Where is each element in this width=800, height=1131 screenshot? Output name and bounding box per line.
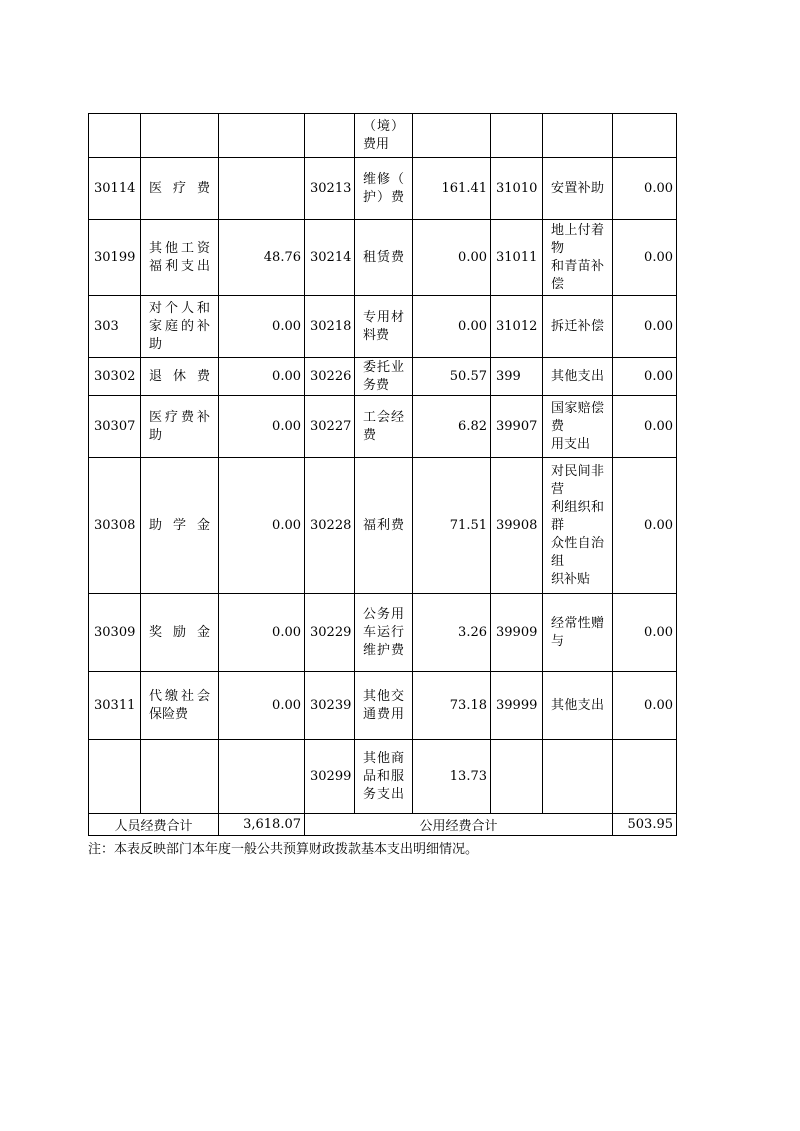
item-code-cell: 30218 [305, 296, 355, 358]
item-name-line: 地上付着物 [551, 222, 604, 256]
item-name-line: 福利支出 [149, 258, 210, 274]
table-row [89, 220, 677, 296]
item-name-cell [543, 220, 613, 296]
item-name-line: 其他交 [363, 688, 404, 704]
item-name-line: 费用 [363, 136, 390, 152]
item-code-cell: 30311 [89, 672, 141, 740]
item-name-line: 安置补助 [551, 180, 604, 196]
item-name-line: 助学金 [149, 517, 210, 533]
item-name-cell [141, 114, 219, 158]
amount-cell: 73.18 [413, 672, 491, 740]
amount-cell: 0.00 [219, 672, 305, 740]
item-name-line: 料费 [363, 327, 390, 343]
item-code-cell [89, 114, 141, 158]
item-code-cell: 30213 [305, 158, 355, 220]
amount-cell: 6.82 [413, 396, 491, 458]
item-name-line: 务费 [363, 377, 390, 393]
item-name-line: 租赁费 [363, 249, 404, 265]
item-name-line: 费 [363, 427, 377, 443]
item-name-cell [355, 358, 413, 396]
personnel-total-value: 3,618.07 [219, 814, 305, 836]
item-code-cell: 31011 [491, 220, 543, 296]
item-name-line: 其他商 [363, 750, 404, 766]
item-code-cell [491, 114, 543, 158]
amount-cell: 0.00 [413, 220, 491, 296]
item-name-line: 其他工资 [149, 240, 210, 256]
item-name-line: 维修（ [363, 171, 404, 187]
item-code-cell: 30227 [305, 396, 355, 458]
item-name-line: 助 [149, 427, 163, 443]
item-name-cell [355, 114, 413, 158]
item-code-cell: 39909 [491, 594, 543, 672]
item-name-line: 医疗费 [149, 180, 210, 196]
item-name-cell [543, 740, 613, 814]
item-code-cell: 30307 [89, 396, 141, 458]
amount-cell: 48.76 [219, 220, 305, 296]
table-row [89, 740, 677, 814]
item-name-line: 务支出 [363, 786, 404, 802]
item-name-line: 拆迁补偿 [551, 318, 604, 334]
item-name-line: 经常性赠与 [551, 615, 604, 649]
amount-cell: 0.00 [613, 220, 677, 296]
item-name-cell [141, 158, 219, 220]
item-code-cell: 30199 [89, 220, 141, 296]
item-name-cell [543, 594, 613, 672]
amount-cell: 0.00 [613, 672, 677, 740]
item-code-cell: 30228 [305, 458, 355, 594]
table-row [89, 672, 677, 740]
amount-cell [613, 114, 677, 158]
item-code-cell: 31012 [491, 296, 543, 358]
item-name-cell [141, 740, 219, 814]
amount-cell: 0.00 [613, 396, 677, 458]
item-name-line: 其他支出 [551, 697, 604, 713]
item-name-cell [355, 396, 413, 458]
item-name-cell [543, 158, 613, 220]
amount-cell [219, 158, 305, 220]
amount-cell: 0.00 [219, 594, 305, 672]
amount-cell: 50.57 [413, 358, 491, 396]
item-name-line: 退休费 [149, 368, 210, 384]
amount-cell [219, 740, 305, 814]
item-name-line: 品和服 [363, 768, 404, 784]
amount-cell: 0.00 [613, 458, 677, 594]
item-name-cell [141, 296, 219, 358]
table-row [89, 594, 677, 672]
table-row [89, 296, 677, 358]
totals-row [89, 814, 677, 836]
item-name-line: 织补贴 [551, 571, 591, 587]
amount-cell: 3.26 [413, 594, 491, 672]
item-code-cell: 30239 [305, 672, 355, 740]
item-name-line: 和青苗补偿 [551, 258, 604, 292]
amount-cell: 71.51 [413, 458, 491, 594]
amount-cell: 0.00 [613, 358, 677, 396]
item-name-line: 医疗费补 [149, 409, 210, 425]
table-body [89, 114, 677, 814]
item-name-line: 护）费 [363, 189, 404, 205]
item-name-cell [355, 594, 413, 672]
item-name-line: 专用材 [363, 309, 404, 325]
amount-cell: 0.00 [613, 158, 677, 220]
amount-cell: 0.00 [219, 296, 305, 358]
item-name-line: （境） [363, 118, 404, 134]
item-name-cell [141, 672, 219, 740]
expenditure-detail-table [88, 113, 677, 836]
table-row [89, 358, 677, 396]
item-name-cell [355, 220, 413, 296]
item-name-line: 其他支出 [551, 368, 604, 384]
item-code-cell: 30309 [89, 594, 141, 672]
item-code-cell: 39999 [491, 672, 543, 740]
table-row [89, 396, 677, 458]
item-name-cell [543, 396, 613, 458]
amount-cell: 13.73 [413, 740, 491, 814]
item-code-cell: 30114 [89, 158, 141, 220]
amount-cell: 0.00 [219, 358, 305, 396]
item-name-cell [355, 672, 413, 740]
item-name-cell [355, 296, 413, 358]
item-code-cell: 303 [89, 296, 141, 358]
item-name-cell [141, 396, 219, 458]
table-row [89, 158, 677, 220]
amount-cell [219, 114, 305, 158]
table-row [89, 458, 677, 594]
item-code-cell: 30229 [305, 594, 355, 672]
item-name-line: 公务用 [363, 606, 404, 622]
item-code-cell [89, 740, 141, 814]
item-name-line: 通费用 [363, 706, 404, 722]
item-name-cell [355, 740, 413, 814]
table-note: 注：本表反映部门本年度一般公共预算财政拨款基本支出明细情况。 [88, 842, 479, 857]
item-name-cell [543, 672, 613, 740]
item-code-cell: 39907 [491, 396, 543, 458]
public-total-value: 503.95 [613, 814, 677, 836]
personnel-total-label: 人员经费合计 [89, 814, 219, 836]
item-name-line: 委托业 [363, 359, 404, 375]
item-code-cell: 39908 [491, 458, 543, 594]
item-name-line: 福利费 [363, 517, 404, 533]
item-name-cell [543, 114, 613, 158]
item-name-cell [141, 220, 219, 296]
item-name-cell [355, 458, 413, 594]
item-name-line: 家庭的补 [149, 318, 210, 334]
item-name-cell [543, 296, 613, 358]
amount-cell: 0.00 [413, 296, 491, 358]
item-name-cell [141, 594, 219, 672]
item-name-line: 助 [149, 336, 163, 352]
item-name-line: 代缴社会 [149, 688, 210, 704]
item-name-line: 工会经 [363, 409, 404, 425]
item-code-cell: 31010 [491, 158, 543, 220]
item-name-line: 奖励金 [149, 624, 210, 640]
public-total-label: 公用经费合计 [305, 814, 613, 836]
item-name-line: 维护费 [363, 642, 404, 658]
item-name-line: 用支出 [551, 436, 591, 452]
amount-cell: 0.00 [219, 458, 305, 594]
item-code-cell: 30308 [89, 458, 141, 594]
item-code-cell [491, 740, 543, 814]
amount-cell: 0.00 [613, 296, 677, 358]
table-row [89, 114, 677, 158]
item-code-cell: 30299 [305, 740, 355, 814]
item-code-cell: 30214 [305, 220, 355, 296]
item-name-cell [355, 158, 413, 220]
item-code-cell [305, 114, 355, 158]
amount-cell [613, 740, 677, 814]
item-name-line: 对民间非营 [551, 463, 604, 497]
item-name-line: 利组织和群 [551, 499, 604, 533]
amount-cell: 161.41 [413, 158, 491, 220]
item-name-line: 国家赔偿费 [551, 400, 604, 434]
amount-cell: 0.00 [613, 594, 677, 672]
item-name-line: 保险费 [149, 706, 189, 722]
item-name-cell [141, 358, 219, 396]
item-name-cell [543, 458, 613, 594]
amount-cell [413, 114, 491, 158]
item-name-line: 车运行 [363, 624, 404, 640]
item-name-cell [543, 358, 613, 396]
item-name-cell [141, 458, 219, 594]
item-name-line: 对个人和 [149, 300, 210, 316]
item-code-cell: 30302 [89, 358, 141, 396]
item-code-cell: 30226 [305, 358, 355, 396]
item-name-line: 众性自治组 [551, 535, 604, 569]
item-code-cell: 399 [491, 358, 543, 396]
amount-cell: 0.00 [219, 396, 305, 458]
